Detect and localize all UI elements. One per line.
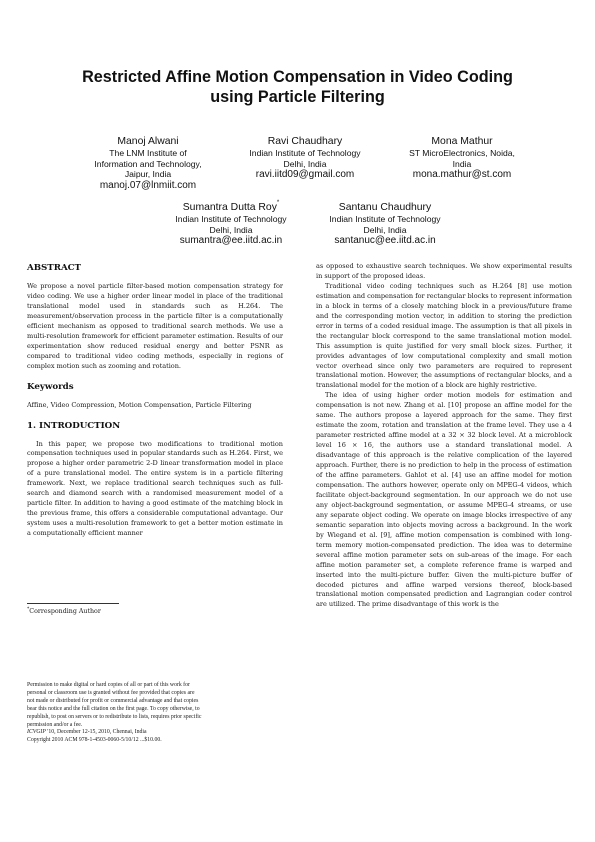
left-column bbox=[27, 263, 283, 539]
right-column bbox=[316, 262, 572, 610]
author-name: Manoj Alwani bbox=[117, 136, 179, 147]
permission-line: not made or distributed for profit or commercial advantage and that copies bbox=[27, 697, 199, 704]
footnote-text: Corresponding Author bbox=[29, 608, 101, 615]
paper-title bbox=[40, 67, 555, 107]
author-affiliation-line: ST MicroElectronics, Noida, bbox=[409, 148, 515, 158]
author-affiliation-line: The LNM Institute of bbox=[109, 148, 187, 158]
footnote-mark: * bbox=[27, 607, 30, 612]
author-affiliation-line: Indian Institute of Technology bbox=[249, 148, 361, 158]
author-name-text: Sumantra Dutta Roy bbox=[182, 202, 277, 213]
author-block bbox=[384, 135, 540, 182]
author-block bbox=[152, 201, 310, 248]
introduction-paragraph: In this paper, we propose two modifications to traditional motion compensation techniques used in popular standards such as H.264. First, we propose a higher order parametric 2-D linear transformation model in place of a pure translational model. The entire system is in a particle filtering framework. Next, we replace traditional search techniques such as full-search and diamond search with a randomised measurement model of a particle filter. In addition to having a good estimate of the matching block in the previous frame, this offers a considerable computational advantage. Our system uses a multi-resolution framework to get a better motion estimate in a computationally efficient manner bbox=[27, 439, 283, 538]
author-email: mona.mathur@st.com bbox=[412, 169, 512, 181]
author-block bbox=[70, 135, 226, 192]
permission-line: republish, to post on servers or to redistribute to lists, requires prior specific bbox=[27, 713, 202, 720]
author-affiliation-line: Indian Institute of Technology bbox=[175, 214, 287, 224]
author-affiliation-line: Delhi, India bbox=[283, 158, 327, 169]
permission-line: permission and/or a fee. bbox=[27, 721, 83, 728]
introduction-paragraph: Traditional video coding techniques such as H.264 [8] use motion estimation and compensation for rectangular blocks to represent information in a block in terms of a closely matching block in a previous/future frame and the corresponding motion vector, in addition to storing the prediction error in terms of a coded residual image. The assumption is that all pixels in the rectangular block correspond to the same translational motion model. This assumption is quite justified for very small block sizes. Further, it provides advantages of low computational complexity and small motion vector overhead since only two parameters are required to represent translational motion. However, the assumptions of rectangular blocks, and a translational model for the motion of a block are highly restrictive. bbox=[316, 281, 572, 390]
author-affiliation-line: Indian Institute of Technology bbox=[329, 214, 441, 224]
abstract-text: We propose a novel particle filter-based motion compensation strategy for video coding. We use a higher order linear model in place of the traditional translational model used in standards such as H.264. The measurement/observation process in the particle filter is a computationally efficient mechanism as opposed to traditional search methods. We use a multi-resolution framework for efficient parameter estimation. Results of our experimentation show reduced residual energy and better PSNR as compared to traditional video coding methods, especially in regions of complex motion such as zooming and rotation. bbox=[27, 282, 283, 370]
author-email: manoj.07@lnmiit.com bbox=[99, 179, 197, 191]
author-block bbox=[226, 135, 384, 182]
author-email: sumantra@ee.iitd.ac.in bbox=[179, 235, 283, 247]
introduction-paragraph: The idea of using higher order motion models for estimation and compensation is not new. Zhang et al. [10] propose an affine model for the same. The authors propose a layered approach for the same. They first estimate the zoom, rotation and translation at the frame level. They use a 4 parameter restricted affine model at a 32 × 32 block level. At a microblock level 16 × 16, the authors use a standard translational model. A disadvantage of this approach is the relative complication of the layered approach. Further, there is no prediction to help in the process of estimation of the affine parameters. Gahlot et al. [4] use an affine model for motion compensation. The authors however, operate only on MPEG-4 videos, which facilitate object-background segmentation. In our approach we do not use any object-background segmentation, or assume MPEG-4 streams, or use any separate object coding. We operate on image blocks irrespective of any semantic separation into objects moving across a background. In the work by Wiegand et al. [9], affine motion compensation is combined with long-term memory motion-compensated prediction. The idea was to determine several affine motion parameter sets on sub-areas of the image. For each affine motion parameter set, a complete reference frame is warped and inserted into the multi-picture buffer. Given the multi-picture buffer of decoded pictures and affine warped versions thereof, block-based translational motion compensated prediction and Lagrangian coder control are utilized. The prime disadvantage of this work is the bbox=[316, 391, 572, 609]
conference-name: ICVGIP bbox=[27, 729, 46, 736]
paper-title-line-2: using Particle Filtering bbox=[210, 88, 385, 106]
abstract-heading: ABSTRACT bbox=[27, 263, 82, 273]
corresponding-author-mark: * bbox=[276, 200, 280, 206]
author-name: Santanu Chaudhury bbox=[338, 202, 432, 213]
keywords-heading: Keywords bbox=[27, 381, 74, 392]
author-affiliation-line: Delhi, India bbox=[209, 224, 253, 235]
author-name: Ravi Chaudhary bbox=[267, 136, 343, 147]
author-affiliation-line: Information and Technology, bbox=[94, 158, 202, 169]
author-email: santanuc@ee.iitd.ac.in bbox=[334, 235, 436, 247]
author-affiliation-line: Jaipur, India bbox=[124, 169, 172, 180]
author-affiliation-line: Delhi, India bbox=[363, 224, 407, 235]
introduction-heading: 1. INTRODUCTION bbox=[27, 420, 121, 431]
permission-notice bbox=[27, 682, 289, 745]
paper-title-line-1: Restricted Affine Motion Compensation in Video Coding bbox=[82, 68, 513, 86]
keywords-text: Affine, Video Compression, Motion Compensation, Particle Filtering bbox=[27, 400, 252, 409]
author-affiliation-line: India bbox=[452, 158, 472, 169]
introduction-paragraph: as opposed to exhaustive search techniques. We show experimental results in support of the proposed ideas. bbox=[316, 262, 572, 280]
permission-line: personal or classroom use is granted without fee provided that copies are bbox=[27, 689, 195, 696]
permission-line: Permission to make digital or hard copies of all or part of this work for bbox=[27, 682, 190, 688]
footnote-rule bbox=[27, 603, 119, 604]
author-block bbox=[306, 201, 464, 248]
author-email: ravi.iitd09@gmail.com bbox=[255, 169, 355, 181]
author-name bbox=[152, 201, 310, 214]
conference-details: '10, December 12-15, 2010, Chennai, India bbox=[45, 729, 147, 736]
author-name: Mona Mathur bbox=[431, 136, 493, 147]
permission-line: bear this notice and the full citation on the first page. To copy otherwise, to bbox=[27, 705, 200, 712]
footnote bbox=[27, 607, 283, 616]
copyright-line: Copyright 2010 ACM 978-1-4503-0060-5/10/12 ...$10.00. bbox=[27, 737, 162, 744]
